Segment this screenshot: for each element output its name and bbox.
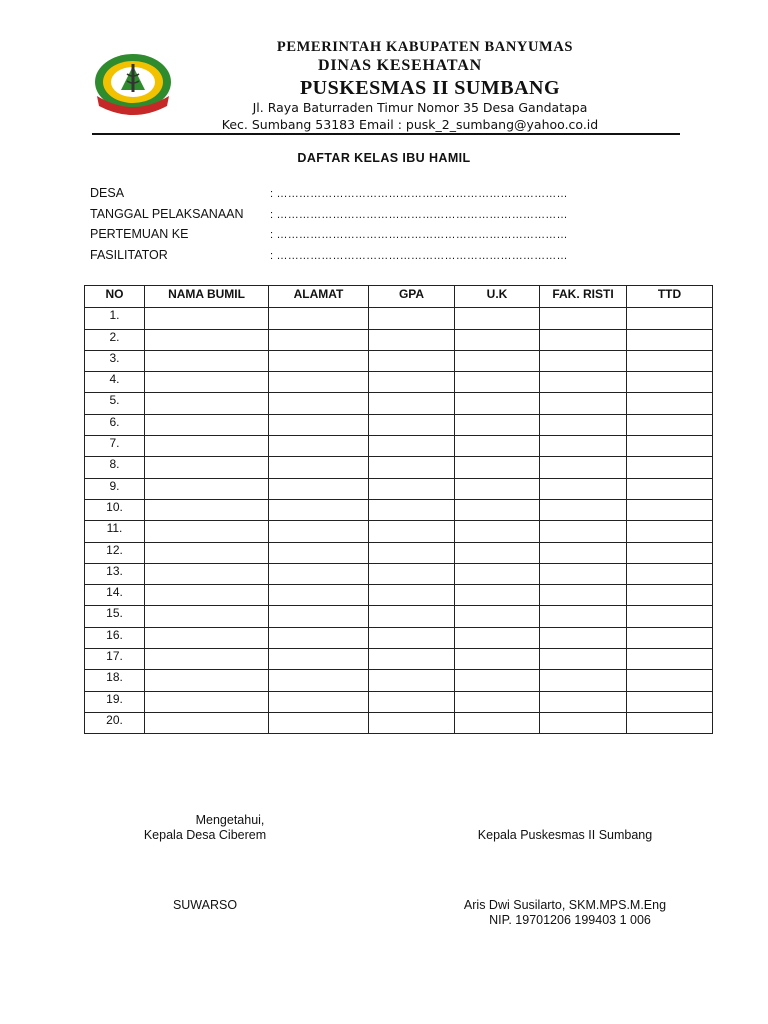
- cell-nama-bumil: [145, 308, 269, 329]
- cell-uk: [455, 563, 540, 584]
- cell-fak-risti: [540, 649, 627, 670]
- cell-uk: [455, 712, 540, 733]
- letterhead-contact: Kec. Sumbang 53183 Email : pusk_2_sumbang@yahoo.co.id: [221, 117, 599, 132]
- cell-alamat: [269, 521, 369, 542]
- cell-gpa: [369, 308, 455, 329]
- cell-gpa: [369, 649, 455, 670]
- cell-gpa: [369, 457, 455, 478]
- signature-right-nip: NIP. 19701206 199403 1 006: [489, 913, 651, 927]
- cell-no: 1.: [85, 308, 145, 329]
- table-row: [85, 457, 713, 478]
- field-label-pertemuan: PERTEMUAN KE: [90, 227, 189, 241]
- cell-alamat: [269, 627, 369, 648]
- cell-uk: [455, 350, 540, 371]
- cell-alamat: [269, 350, 369, 371]
- cell-ttd: [627, 585, 713, 606]
- table-row: [85, 542, 713, 563]
- cell-gpa: [369, 521, 455, 542]
- cell-gpa: [369, 563, 455, 584]
- table-row: [85, 372, 713, 393]
- field-label-tanggal: TANGGAL PELAKSANAAN: [90, 207, 244, 221]
- cell-gpa: [369, 627, 455, 648]
- cell-fak-risti: [540, 521, 627, 542]
- cell-fak-risti: [540, 393, 627, 414]
- cell-no: 8.: [85, 457, 145, 478]
- cell-ttd: [627, 350, 713, 371]
- cell-no: 12.: [85, 542, 145, 563]
- cell-uk: [455, 499, 540, 520]
- cell-ttd: [627, 457, 713, 478]
- cell-fak-risti: [540, 457, 627, 478]
- cell-ttd: [627, 329, 713, 350]
- cell-ttd: [627, 712, 713, 733]
- cell-gpa: [369, 670, 455, 691]
- cell-ttd: [627, 499, 713, 520]
- cell-nama-bumil: [145, 521, 269, 542]
- column-header-fak-risti: FAK. RISTI: [540, 286, 627, 308]
- table-row: [85, 436, 713, 457]
- cell-no: 2.: [85, 329, 145, 350]
- cell-no: 9.: [85, 478, 145, 499]
- cell-no: 20.: [85, 712, 145, 733]
- cell-uk: [455, 414, 540, 435]
- column-header-nama-bumil: NAMA BUMIL: [145, 286, 269, 308]
- cell-no: 3.: [85, 350, 145, 371]
- cell-fak-risti: [540, 372, 627, 393]
- cell-fak-risti: [540, 712, 627, 733]
- cell-alamat: [269, 329, 369, 350]
- cell-alamat: [269, 457, 369, 478]
- cell-no: 19.: [85, 691, 145, 712]
- cell-nama-bumil: [145, 649, 269, 670]
- table-row: [85, 308, 713, 329]
- cell-gpa: [369, 393, 455, 414]
- cell-nama-bumil: [145, 712, 269, 733]
- cell-alamat: [269, 393, 369, 414]
- cell-uk: [455, 670, 540, 691]
- table-row: [85, 393, 713, 414]
- cell-uk: [455, 542, 540, 563]
- cell-gpa: [369, 585, 455, 606]
- cell-nama-bumil: [145, 627, 269, 648]
- table-row: [85, 478, 713, 499]
- cell-ttd: [627, 670, 713, 691]
- cell-fak-risti: [540, 414, 627, 435]
- cell-nama-bumil: [145, 372, 269, 393]
- cell-alamat: [269, 499, 369, 520]
- cell-alamat: [269, 691, 369, 712]
- cell-no: 18.: [85, 670, 145, 691]
- cell-ttd: [627, 308, 713, 329]
- cell-alamat: [269, 478, 369, 499]
- cell-uk: [455, 521, 540, 542]
- table-header-row: [85, 286, 713, 308]
- cell-fak-risti: [540, 627, 627, 648]
- cell-fak-risti: [540, 350, 627, 371]
- column-header-gpa: GPA: [369, 286, 455, 308]
- cell-nama-bumil: [145, 499, 269, 520]
- cell-ttd: [627, 521, 713, 542]
- column-header-uk: U.K: [455, 286, 540, 308]
- cell-no: 11.: [85, 521, 145, 542]
- field-label-desa: DESA: [90, 186, 125, 200]
- cell-ttd: [627, 436, 713, 457]
- cell-ttd: [627, 393, 713, 414]
- cell-gpa: [369, 329, 455, 350]
- cell-uk: [455, 457, 540, 478]
- cell-uk: [455, 478, 540, 499]
- cell-uk: [455, 649, 540, 670]
- table-row: [85, 521, 713, 542]
- table-row: [85, 649, 713, 670]
- cell-ttd: [627, 691, 713, 712]
- cell-ttd: [627, 606, 713, 627]
- cell-ttd: [627, 649, 713, 670]
- cell-nama-bumil: [145, 563, 269, 584]
- cell-ttd: [627, 563, 713, 584]
- cell-fak-risti: [540, 563, 627, 584]
- cell-fak-risti: [540, 308, 627, 329]
- cell-alamat: [269, 649, 369, 670]
- cell-alamat: [269, 670, 369, 691]
- cell-fak-risti: [540, 542, 627, 563]
- cell-uk: [455, 329, 540, 350]
- table-row: [85, 691, 713, 712]
- cell-nama-bumil: [145, 670, 269, 691]
- signature-left-intro: Mengetahui,: [195, 813, 265, 827]
- field-value-tanggal: : ……………………………………………………………………: [270, 209, 568, 221]
- cell-alamat: [269, 372, 369, 393]
- cell-fak-risti: [540, 606, 627, 627]
- cell-uk: [455, 606, 540, 627]
- column-header-no: NO: [85, 286, 145, 308]
- signature-left-name: SUWARSO: [172, 898, 238, 912]
- letterhead-address: Jl. Raya Baturraden Timur Nomor 35 Desa Gandatapa: [252, 100, 588, 115]
- attendance-table: [84, 285, 713, 734]
- cell-uk: [455, 372, 540, 393]
- cell-uk: [455, 393, 540, 414]
- cell-uk: [455, 436, 540, 457]
- field-value-desa: : ……………………………………………………………………: [270, 188, 568, 200]
- cell-fak-risti: [540, 499, 627, 520]
- field-value-pertemuan: : ……………………………………………………………………: [270, 229, 568, 241]
- signature-left-title: Kepala Desa Ciberem: [143, 828, 267, 842]
- table-row: [85, 350, 713, 371]
- cell-gpa: [369, 478, 455, 499]
- cell-no: 14.: [85, 585, 145, 606]
- cell-fak-risti: [540, 670, 627, 691]
- table-row: [85, 585, 713, 606]
- cell-no: 6.: [85, 414, 145, 435]
- cell-gpa: [369, 350, 455, 371]
- cell-nama-bumil: [145, 478, 269, 499]
- table-body: [85, 308, 713, 734]
- letterhead-department: DINAS KESEHATAN: [318, 57, 482, 74]
- cell-gpa: [369, 499, 455, 520]
- table-row: [85, 499, 713, 520]
- cell-ttd: [627, 542, 713, 563]
- cell-alamat: [269, 606, 369, 627]
- cell-fak-risti: [540, 436, 627, 457]
- table-row: [85, 329, 713, 350]
- cell-uk: [455, 585, 540, 606]
- cell-uk: [455, 691, 540, 712]
- letterhead-divider: [92, 133, 680, 135]
- cell-nama-bumil: [145, 542, 269, 563]
- table-row: [85, 670, 713, 691]
- cell-alamat: [269, 308, 369, 329]
- table-row: [85, 414, 713, 435]
- cell-ttd: [627, 478, 713, 499]
- cell-ttd: [627, 627, 713, 648]
- cell-gpa: [369, 542, 455, 563]
- cell-no: 15.: [85, 606, 145, 627]
- cell-nama-bumil: [145, 393, 269, 414]
- cell-fak-risti: [540, 478, 627, 499]
- letterhead-government: PEMERINTAH KABUPATEN BANYUMAS: [276, 39, 574, 55]
- cell-nama-bumil: [145, 414, 269, 435]
- signature-right-title: Kepala Puskesmas II Sumbang: [477, 828, 653, 842]
- cell-ttd: [627, 372, 713, 393]
- cell-alamat: [269, 414, 369, 435]
- cell-gpa: [369, 414, 455, 435]
- cell-alamat: [269, 585, 369, 606]
- cell-nama-bumil: [145, 329, 269, 350]
- table-row: [85, 712, 713, 733]
- cell-fak-risti: [540, 329, 627, 350]
- cell-alamat: [269, 436, 369, 457]
- letterhead-institution: PUSKESMAS II SUMBANG: [299, 77, 561, 99]
- column-header-alamat: ALAMAT: [269, 286, 369, 308]
- cell-uk: [455, 627, 540, 648]
- cell-nama-bumil: [145, 436, 269, 457]
- banyumas-regency-emblem-icon: [93, 52, 173, 116]
- cell-no: 5.: [85, 393, 145, 414]
- cell-nama-bumil: [145, 350, 269, 371]
- column-header-ttd: TTD: [627, 286, 713, 308]
- cell-alamat: [269, 563, 369, 584]
- cell-nama-bumil: [145, 585, 269, 606]
- cell-no: 10.: [85, 499, 145, 520]
- cell-gpa: [369, 712, 455, 733]
- cell-no: 4.: [85, 372, 145, 393]
- cell-fak-risti: [540, 585, 627, 606]
- cell-alamat: [269, 542, 369, 563]
- cell-no: 16.: [85, 627, 145, 648]
- field-label-fasilitator: FASILITATOR: [90, 248, 168, 262]
- field-value-fasilitator: : ……………………………………………………………………: [270, 250, 568, 262]
- cell-gpa: [369, 372, 455, 393]
- cell-ttd: [627, 414, 713, 435]
- document-title: DAFTAR KELAS IBU HAMIL: [297, 151, 471, 165]
- cell-nama-bumil: [145, 457, 269, 478]
- cell-nama-bumil: [145, 691, 269, 712]
- cell-gpa: [369, 436, 455, 457]
- cell-no: 17.: [85, 649, 145, 670]
- cell-nama-bumil: [145, 606, 269, 627]
- table-row: [85, 627, 713, 648]
- cell-alamat: [269, 712, 369, 733]
- cell-gpa: [369, 606, 455, 627]
- cell-no: 13.: [85, 563, 145, 584]
- cell-fak-risti: [540, 691, 627, 712]
- signature-right-name: Aris Dwi Susilarto, SKM.MPS.M.Eng: [463, 898, 667, 912]
- cell-uk: [455, 308, 540, 329]
- table-row: [85, 606, 713, 627]
- table-row: [85, 563, 713, 584]
- cell-gpa: [369, 691, 455, 712]
- cell-no: 7.: [85, 436, 145, 457]
